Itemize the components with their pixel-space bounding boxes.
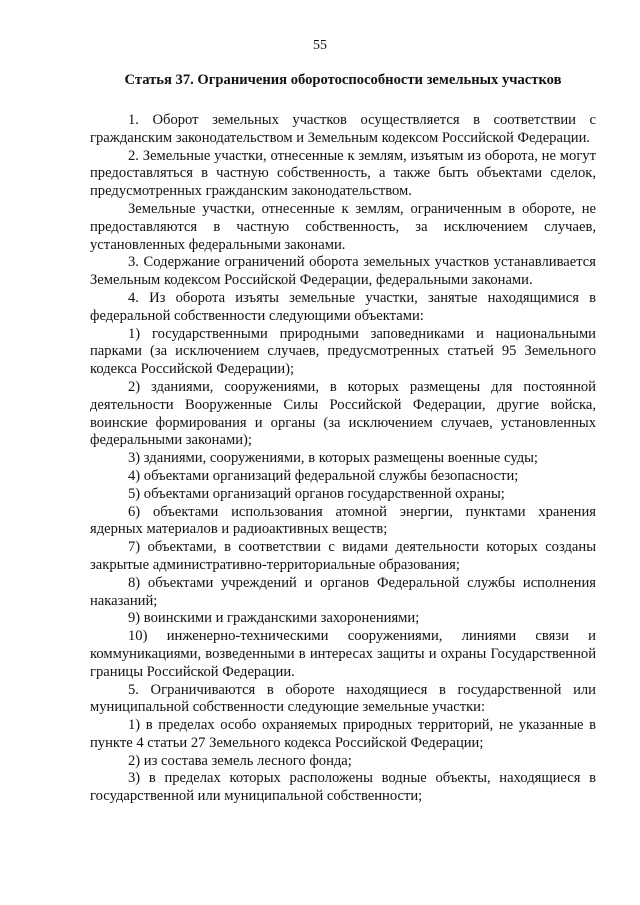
paragraph: 5. Ограничиваются в обороте находящиеся в государственной или муниципальной собственности следующие земельные участки:: [90, 681, 596, 716]
list-item: 10) инженерно-техническими сооружениями, линиями связи и коммуникациями, возведенными в интересах защиты и охраны Государственной границы Российской Федерации.: [90, 628, 596, 680]
list-item: 1) в пределах особо охраняемых природных территорий, не указанные в пункте 4 статьи 27 Земельного кодекса Российской Федерации;: [90, 717, 596, 751]
list-item: 9) воинскими и гражданскими захоронениями;: [128, 610, 420, 627]
article-body: [90, 112, 596, 806]
list-item: 8) объектами учреждений и органов Федеральной службы исполнения наказаний;: [90, 574, 596, 609]
paragraph: Земельные участки, отнесенные к землям, ограниченным в обороте, не предоставляются в частную собственность, за исключением случаев, установленных федеральными законами.: [90, 200, 596, 253]
list-item: 3) зданиями, сооружениями, в которых размещены военные суды;: [128, 450, 538, 467]
list-item: 4) объектами организаций федеральной службы безопасности;: [128, 467, 519, 484]
list-item: 3) в пределах которых расположены водные объекты, находящиеся в государственной или муниципальной собственности;: [90, 770, 596, 805]
paragraph: 4. Из оборота изъяты земельные участки, занятые находящимися в федеральной собственности следующими объектами:: [90, 289, 596, 324]
article-heading: Статья 37. Ограничения оборотоспособности земельных участков: [124, 72, 562, 88]
paragraph: 3. Содержание ограничений оборота земельных участков устанавливается Земельным кодексом Российской Федерации, федеральными законами.: [90, 254, 596, 289]
paragraph: 2. Земельные участки, отнесенные к землям, изъятым из оборота, не могут предоставляться в частную собственность, а также быть объектами сделок, предусмотренных гражданским законодательством.: [90, 147, 596, 200]
list-item: 6) объектами использования атомной энергии, пунктами хранения ядерных материалов и радиоактивных веществ;: [90, 503, 596, 538]
list-item: 7) объектами, в соответствии с видами деятельности которых созданы закрытые административно-территориальные образования;: [90, 539, 596, 573]
list-item: 5) объектами организаций органов государственной охраны;: [128, 485, 505, 502]
paragraph: 1. Оборот земельных участков осуществляется в соответствии с гражданским законодательством и Земельным кодексом Российской Федерации.: [90, 112, 596, 146]
page-number: 55: [313, 38, 327, 53]
list-item: 1) государственными природными заповедниками и национальными парками (за исключением случаев, предусмотренных статьей 95 Земельного кодекса Российской Федерации);: [90, 325, 596, 378]
list-item: 2) зданиями, сооружениями, в которых размещены для постоянной деятельности Вооруженные Силы Российской Федерации, другие войска, воинские формирования и органы (за исключением случаев, установленных федеральными законами);: [90, 378, 596, 449]
list-item: 2) из состава земель лесного фонда;: [128, 752, 352, 769]
